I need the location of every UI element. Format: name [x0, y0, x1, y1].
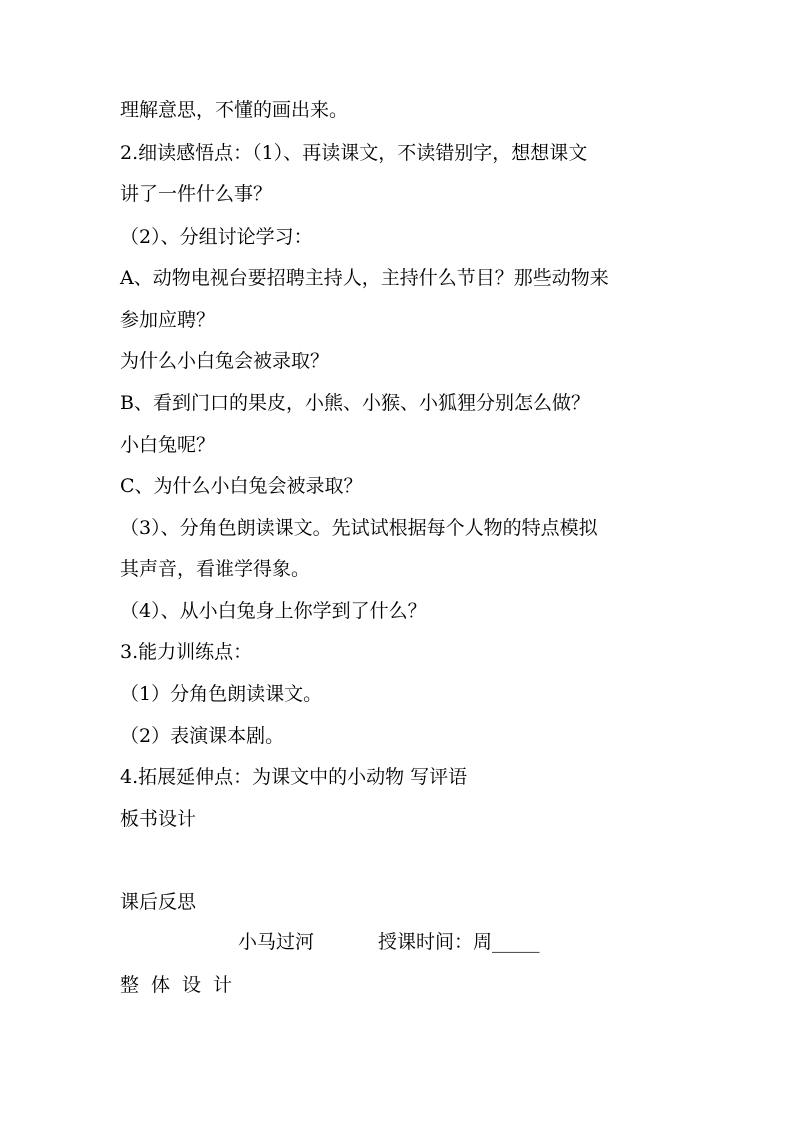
- text-line-11: （3）、分角色朗读课文。先试试根据每个人物的特点模拟: [120, 517, 598, 539]
- schedule-label: 授课时间：周_____: [378, 931, 540, 953]
- board-design-heading: 板书设计: [120, 808, 197, 830]
- text-line-2: 2.细读感悟点：（1）、再读课文，不读错别字，想想课文: [120, 142, 588, 164]
- text-line-15: （1）分角色朗读课文。: [120, 683, 323, 705]
- text-line-7: 为什么小白兔会被录取？: [120, 350, 330, 372]
- text-line-16: （2）表演课本剧。: [120, 725, 285, 747]
- text-line-17: 4.拓展延伸点：为课文中的小动物 写评语: [120, 766, 468, 788]
- text-line-8: B、看到门口的果皮，小熊、小猴、小狐狸分别怎么做？: [120, 392, 590, 414]
- text-line-13: （4）、从小白兔身上你学到了什么？: [120, 600, 427, 622]
- lesson-title: 小马过河: [238, 931, 315, 953]
- text-line-9: 小白兔呢？: [120, 434, 216, 456]
- text-line-4: （2）、分组讨论学习：: [120, 226, 313, 248]
- text-line-14: 3.能力训练点：: [120, 641, 253, 663]
- text-line-10: C、为什么小白兔会被录取？: [120, 475, 363, 497]
- text-line-1: 理解意思，不懂的画出来。: [120, 99, 349, 121]
- text-line-12: 其声音，看谁学得象。: [120, 558, 311, 580]
- text-line-5: A、动物电视台要招聘主持人，主持什么节目？那些动物来: [120, 267, 609, 289]
- text-line-6: 参加应聘？: [120, 309, 216, 331]
- overall-design-heading: 整体设计: [120, 974, 245, 996]
- reflection-heading: 课后反思: [120, 891, 197, 913]
- text-line-3: 讲了一件什么事？: [120, 183, 273, 205]
